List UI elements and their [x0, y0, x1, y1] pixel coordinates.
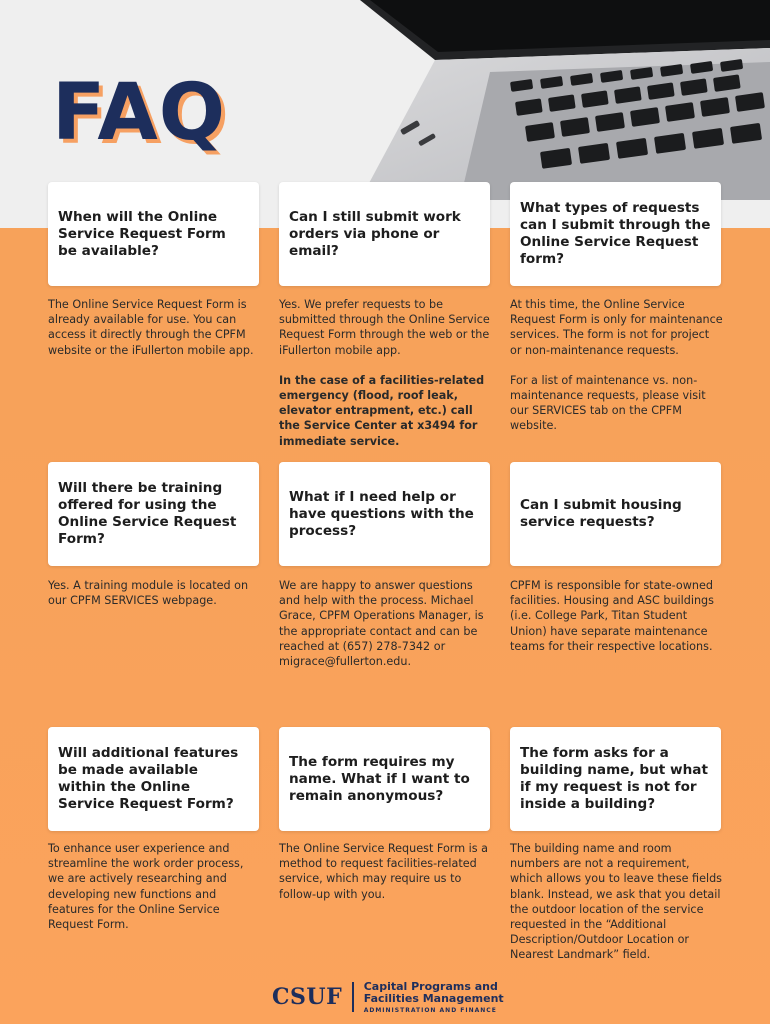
faq-question: Can I submit housing service requests?	[520, 497, 682, 530]
faq-answer-text: Yes. We prefer requests to be submitted through the Online Service Request Form through the web or the iFullerton mobile app.	[279, 298, 490, 357]
faq-answer-text: We are happy to answer questions and help with the process. Michael Grace, CPFM Operations Manager, is the appropriate contact and can be reached at (657) 278-7342 or migrace@fullerton.edu.	[279, 579, 484, 669]
faq-answer	[510, 297, 724, 434]
faq-answer	[279, 297, 493, 449]
faq-answer-text: Yes. A training module is located on our CPFM SERVICES webpage.	[48, 579, 249, 608]
faq-question: Can I still submit work orders via phone or email?	[289, 208, 461, 259]
faq-answer	[279, 841, 493, 902]
faq-question-card	[48, 727, 259, 831]
faq-answer	[279, 578, 493, 669]
faq-question-card	[279, 727, 490, 831]
faq-answer-text: The building name and room numbers are not a requirement, which allows you to leave these fields blank. Instead, we ask that you detail the outdoor location of the service requested in the “Additional Description/Outdoor Location or Nearest Landmark” field.	[510, 842, 722, 962]
faq-answer-text: CPFM is responsible for state-owned facilities. Housing and ASC buildings (i.e. College Park, Titan Student Union) have separate maintenance teams for their respective locations.	[510, 579, 714, 653]
faq-question-card	[279, 462, 490, 566]
division-name: ADMINISTRATION AND FINANCE	[363, 1006, 497, 1014]
faq-answer	[48, 578, 262, 608]
logo-divider	[352, 982, 354, 1012]
csuf-logo: CSUF	[272, 984, 343, 1010]
laptop-photo	[340, 0, 770, 200]
faq-question: The form asks for a building name, but what if my request is not for inside a building?	[520, 745, 708, 812]
faq-emergency-note: In the case of a facilities-related emergency (flood, roof leak, elevator entrapment, etc.) call the Service Center at x3494 for immediate service.	[279, 373, 485, 448]
faq-question-card	[48, 462, 259, 566]
faq-answer	[48, 841, 262, 932]
faq-question-card	[510, 182, 721, 286]
department-name	[364, 981, 504, 1014]
faq-question: Will there be training offered for using the Online Service Request Form?	[58, 480, 237, 547]
faq-question-card	[510, 462, 721, 566]
department-line-2: Facilities Management	[363, 991, 504, 1005]
faq-question: What if I need help or have questions with the process?	[289, 488, 474, 539]
faq-answer-text: The Online Service Request Form is already available for use. You can access it directly through the CPFM website or the iFullerton mobile app.	[48, 298, 254, 357]
faq-question-card	[510, 727, 721, 831]
faq-question: When will the Online Service Request Form be available?	[58, 208, 226, 259]
faq-question-card	[279, 182, 490, 286]
faq-question: Will additional features be made available within the Online Service Request Form?	[58, 745, 239, 812]
faq-answer	[48, 297, 262, 358]
faq-question: What types of requests can I submit through the Online Service Request form?	[520, 200, 711, 267]
page-title: FAQ	[52, 68, 227, 158]
faq-answer-text: For a list of maintenance vs. non-maintenance requests, please visit our SERVICES tab on the CPFM website.	[510, 373, 706, 433]
department-line-1: Capital Programs and	[363, 979, 498, 993]
faq-answer	[510, 578, 724, 654]
faq-question-card	[48, 182, 259, 286]
faq-question: The form requires my name. What if I want to remain anonymous?	[289, 753, 470, 804]
faq-answer-text: At this time, the Online Service Request Form is only for maintenance services. The form is not for project or non-maintenance requests.	[510, 298, 723, 357]
faq-answer-text: The Online Service Request Form is a method to request facilities-related service, which may require us to follow-up with you.	[279, 842, 488, 901]
footer-logo	[272, 980, 504, 1014]
faq-answer-text: To enhance user experience and streamline the work order process, we are actively researching and developing new functions and features for the Online Service Request Form.	[48, 842, 244, 932]
faq-answer	[510, 841, 724, 963]
